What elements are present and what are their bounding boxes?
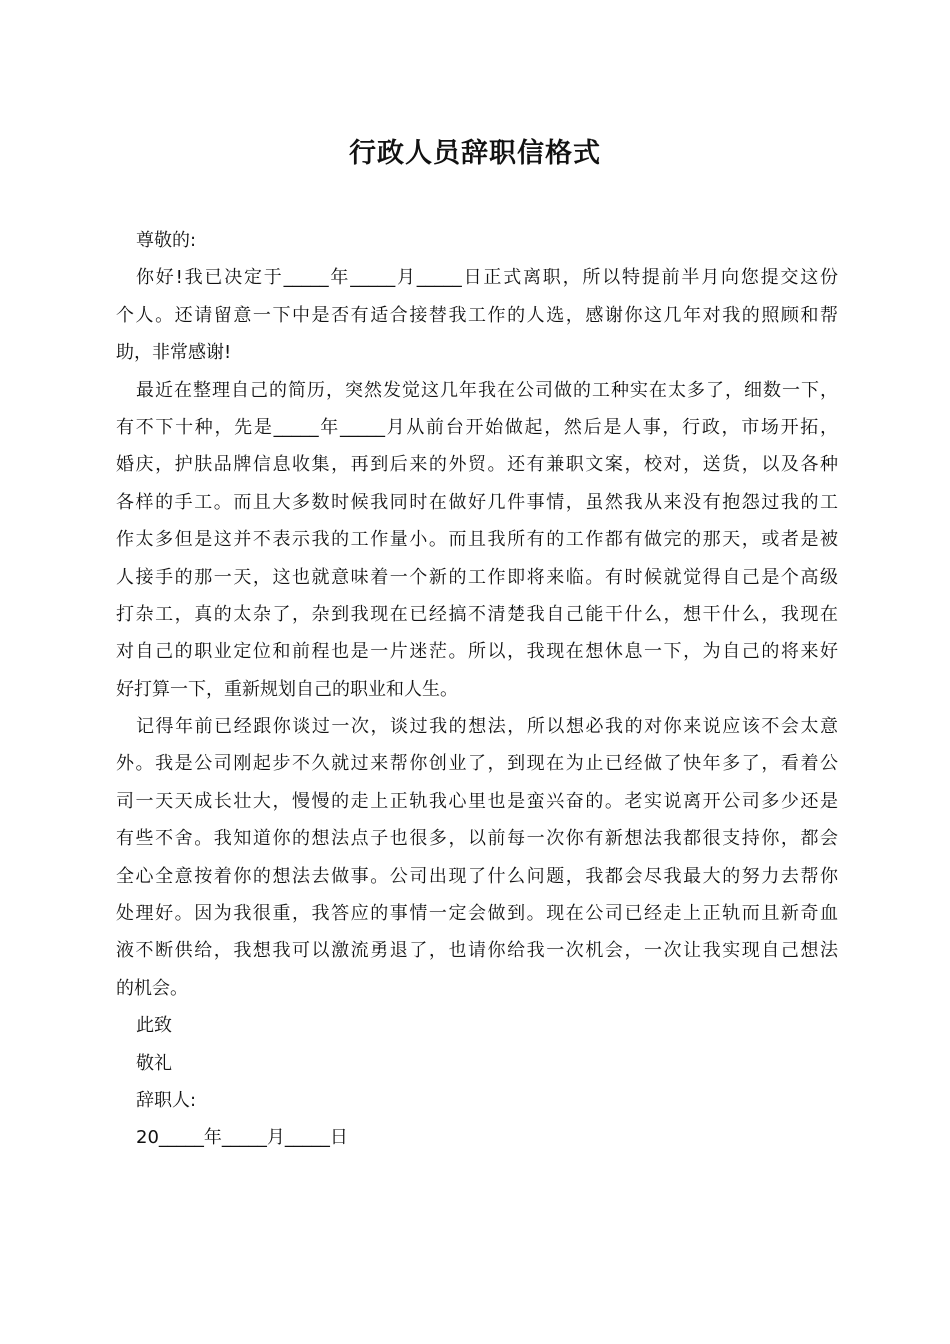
- paragraph-3-line-5: 全心全意按着你的想法去做事。公司出现了什么问题，我都会尽我最大的努力去帮你: [116, 865, 838, 887]
- paragraph-3-line-2: 外。我是公司刚起步不久就过来帮你创业了，到现在为止已经做了快年多了，看着公: [116, 753, 838, 775]
- paragraph-2-line-3: 婚庆，护肤品牌信息收集，再到后来的外贸。还有兼职文案，校对，送货，以及各种: [116, 454, 838, 476]
- paragraph-3-line-7: 液不断供给，我想我可以激流勇退了，也请你给我一次机会，一次让我实现自己想法: [116, 940, 838, 962]
- signer-label: 辞职人:: [136, 1089, 197, 1111]
- paragraph-3-line-1: 记得年前已经跟你谈过一次，谈过我的想法，所以想必我的对你来说应该不会太意: [136, 716, 838, 738]
- paragraph-2-line-9: 好打算一下，重新规划自己的职业和人生。: [116, 678, 458, 700]
- paragraph-2-line-2: 有不下十种，先是_____年_____月从前台开始做起，然后是人事，行政，市场开拓，: [116, 416, 838, 438]
- paragraph-2-line-4: 各样的手工。而且大多数时候我同时在做好几件事情，虽然我从来没有抱怨过我的工: [116, 491, 838, 513]
- letter-body: [116, 222, 838, 1157]
- paragraph-3-line-6: 处理好。因为我很重，我答应的事情一定会做到。现在公司已经走上正轨而且新奇血: [116, 903, 838, 925]
- paragraph-1-line-3: 助，非常感谢!: [116, 342, 232, 364]
- date-line: 20_____年_____月_____日: [136, 1127, 348, 1149]
- closing-line-1: 此致: [136, 1015, 172, 1037]
- closing-line-2: 敬礼: [136, 1052, 172, 1074]
- paragraph-3-line-4: 有些不舍。我知道你的想法点子也很多，以前每一次你有新想法我都很支持你，都会: [116, 828, 838, 850]
- paragraph-3-line-3: 司一天天成长壮大，慢慢的走上正轨我心里也是蛮兴奋的。老实说离开公司多少还是: [116, 790, 838, 812]
- paragraph-1-line-2: 个人。还请留意一下中是否有适合接替我工作的人选，感谢你这几年对我的照顾和帮: [116, 304, 838, 326]
- paragraph-2-line-8: 对自己的职业定位和前程也是一片迷茫。所以，我现在想休息一下，为自己的将来好: [116, 641, 838, 663]
- paragraph-2-line-6: 人接手的那一天，这也就意味着一个新的工作即将来临。有时候就觉得自己是个高级: [116, 566, 838, 588]
- paragraph-1-line-1: 你好!我已决定于_____年_____月_____日正式离职，所以特提前半月向您提交这份: [136, 267, 838, 289]
- paragraph-2-line-1: 最近在整理自己的简历，突然发觉这几年我在公司做的工种实在太多了，细数一下，: [136, 379, 838, 401]
- document-title: 行政人员辞职信格式: [349, 138, 601, 169]
- paragraph-3-line-8: 的机会。: [116, 977, 188, 999]
- paragraph-2-line-7: 打杂工，真的太杂了，杂到我现在已经搞不清楚我自己能干什么，想干什么，我现在: [116, 603, 838, 625]
- salutation: 尊敬的:: [136, 230, 197, 251]
- paragraph-2-line-5: 作太多但是这并不表示我的工作量小。而且我所有的工作都有做完的那天，或者是被: [116, 529, 838, 551]
